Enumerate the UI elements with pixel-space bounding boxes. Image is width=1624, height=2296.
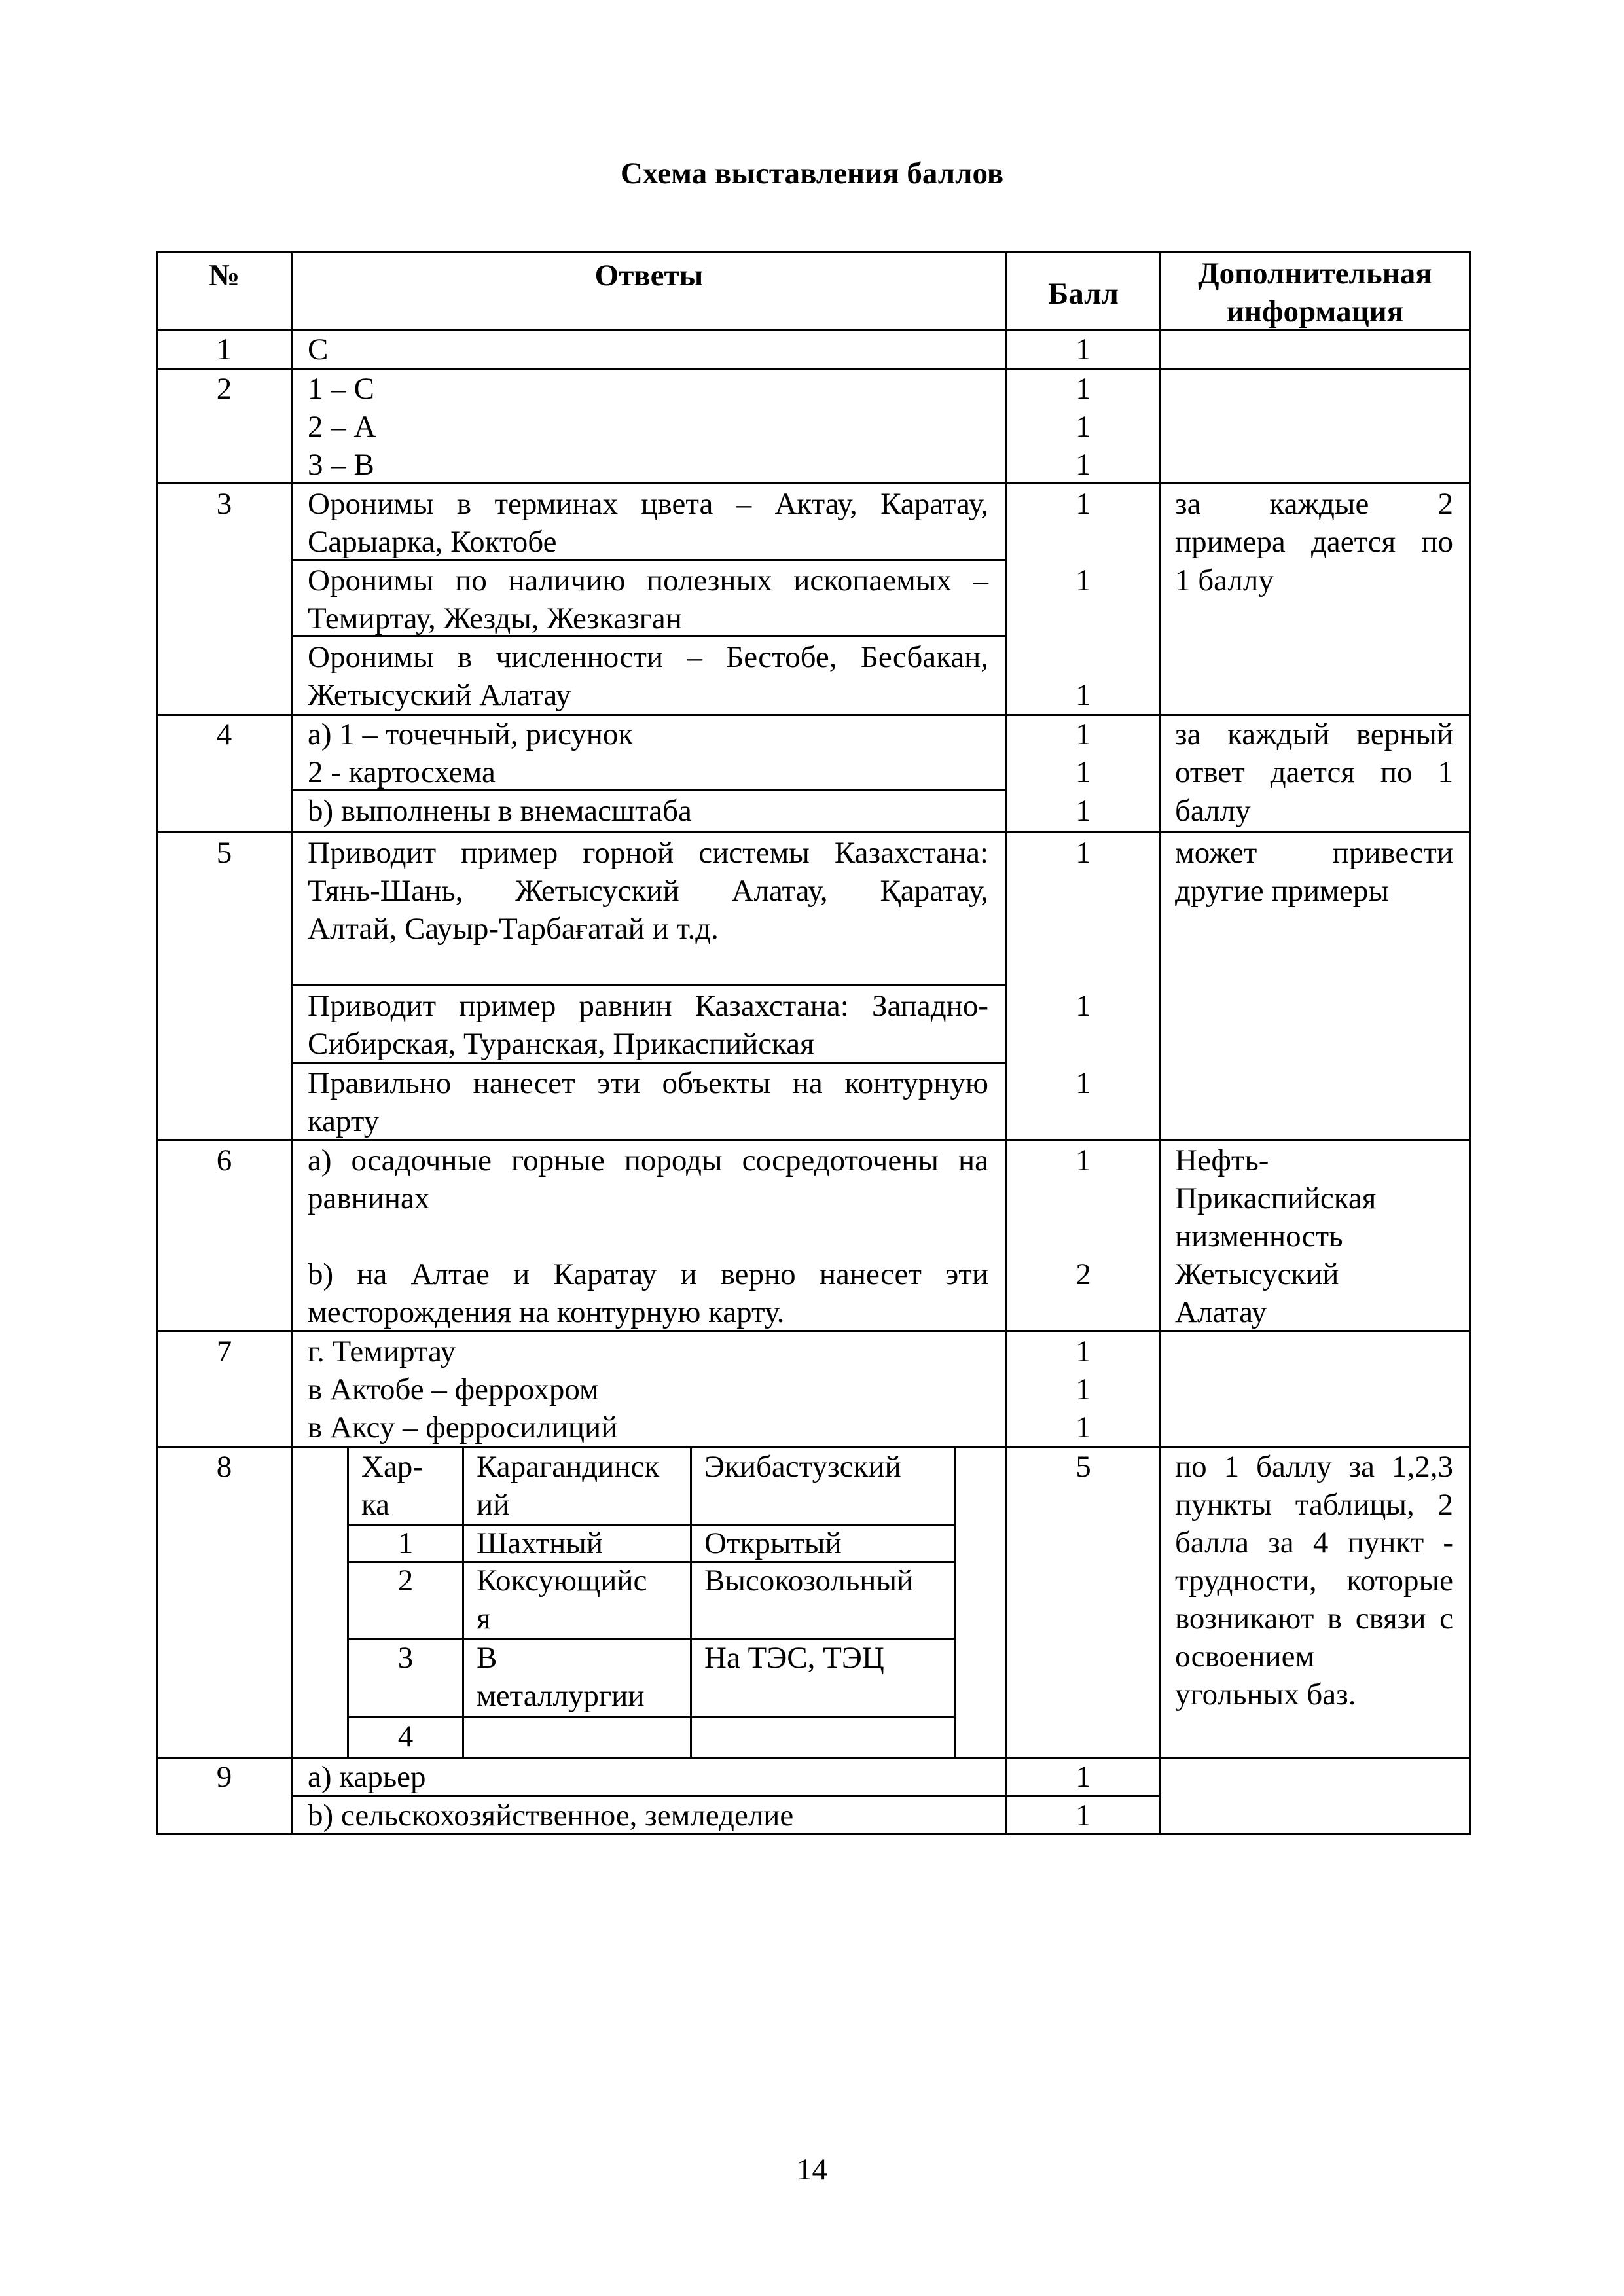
table-divider: [1159, 251, 1161, 1834]
info-text: примера дается по: [1175, 525, 1453, 559]
row-number: 6: [216, 1143, 232, 1177]
info-text: возникают в связи с: [1175, 1602, 1453, 1636]
score-value: 1: [1075, 755, 1091, 789]
row-number: 7: [216, 1335, 232, 1369]
answer-text: месторождения на контурную карту.: [308, 1295, 785, 1329]
inner-cell: Коксующийс: [477, 1564, 647, 1598]
answer-text: Правильно нанесет эти объекты на контурную: [308, 1066, 988, 1100]
inner-row-number: 2: [397, 1564, 414, 1598]
row-number: 1: [216, 332, 232, 367]
score-value: 1: [1075, 1372, 1091, 1407]
info-text: пункты таблицы, 2: [1175, 1488, 1453, 1522]
score-value: 1: [1075, 1799, 1091, 1833]
header-no: №: [208, 259, 240, 293]
info-text: 1 баллу: [1175, 564, 1274, 598]
header-extra: Дополнительная: [1198, 257, 1432, 291]
answer-text: a) карьер: [308, 1760, 426, 1794]
inner-header-karaganda: Карагандинск: [477, 1450, 660, 1484]
header-extra: информация: [1226, 295, 1404, 329]
info-text: трудности, которые: [1175, 1564, 1453, 1598]
answer-text: a) осадочные горные породы сосредоточены на: [308, 1143, 988, 1177]
inner-table-border: [954, 1446, 956, 1757]
inner-header-char: ка: [361, 1488, 389, 1522]
answer-text: в Аксу – ферросилиций: [308, 1410, 618, 1444]
info-text: Нефть-: [1175, 1143, 1269, 1177]
info-text: ответ дается по 1: [1175, 755, 1453, 789]
inner-cell: На ТЭС, ТЭЦ: [704, 1641, 884, 1675]
info-text: по 1 баллу за 1,2,3: [1175, 1450, 1453, 1484]
row-number: 9: [216, 1760, 232, 1794]
header-score: Балл: [1048, 277, 1119, 311]
page-number: 14: [797, 2153, 827, 2187]
inner-table-divider: [690, 1446, 692, 1757]
answer-text: Сарыарка, Коктобе: [308, 525, 557, 559]
table-rule: [156, 831, 1471, 833]
info-text: Прикаспийская: [1175, 1181, 1377, 1215]
answer-text: Оронимы в численности – Бестобе, Бесбакан,: [308, 640, 988, 674]
row-number: 8: [216, 1450, 232, 1484]
answer-text: г. Темиртау: [308, 1335, 456, 1369]
score-value: 1: [1075, 794, 1091, 828]
inner-table-divider: [462, 1446, 464, 1757]
score-value: 1: [1075, 717, 1091, 751]
page-title: Схема выставления баллов: [620, 156, 1004, 190]
row-number: 3: [216, 487, 232, 521]
answer-text: равнинах: [308, 1181, 430, 1215]
info-text: Алатау: [1175, 1295, 1267, 1329]
score-value: 1: [1075, 1143, 1091, 1177]
answer-text: a) 1 – точечный, рисунок: [308, 717, 634, 751]
row-number: 2: [216, 372, 232, 406]
info-text: за каждые 2: [1175, 487, 1453, 521]
answer-text: 2 - картосхема: [308, 755, 496, 789]
row-number: 4: [216, 717, 232, 751]
table-border-right: [1469, 251, 1471, 1834]
inner-cell: В: [477, 1641, 497, 1675]
score-value: 1: [1075, 448, 1091, 482]
info-text: за каждый верный: [1175, 717, 1453, 751]
info-text: освоением: [1175, 1640, 1315, 1674]
info-text: Жетысуский: [1175, 1257, 1339, 1291]
answer-text: b) на Алтае и Каратау и верно нанесет эти: [308, 1257, 988, 1291]
answer-text: 3 – В: [308, 448, 374, 482]
inner-row-number: 4: [397, 1719, 414, 1753]
inner-cell: Шахтный: [477, 1526, 604, 1560]
inner-header-ekibastuz: Экибастузский: [704, 1450, 901, 1484]
score-value: 1: [1075, 989, 1091, 1023]
inner-header-char: Хар-: [361, 1450, 423, 1484]
answer-text: b) сельскохозяйственное, земледелие: [308, 1799, 794, 1833]
answer-text: Жетысуский Алатау: [308, 678, 571, 712]
inner-row-number: 3: [397, 1641, 414, 1675]
answer-text: Оронимы по наличию полезных ископаемых –: [308, 564, 988, 598]
table-rule: [156, 251, 1471, 253]
score-value: 1: [1075, 332, 1091, 367]
inner-cell: я: [477, 1602, 491, 1636]
info-text: низменность: [1175, 1219, 1343, 1253]
info-text: может привести: [1175, 836, 1453, 870]
info-text: угольных баз.: [1175, 1677, 1356, 1712]
score-value: 1: [1075, 372, 1091, 406]
inner-header-karaganda: ий: [477, 1488, 510, 1522]
score-value: 1: [1075, 1410, 1091, 1444]
score-value: 1: [1075, 836, 1091, 870]
score-value: 1: [1075, 564, 1091, 598]
answer-text: Сибирская, Туранская, Прикаспийская: [308, 1027, 814, 1061]
answer-text: Оронимы в терминах цвета – Актау, Каратау,: [308, 487, 988, 521]
inner-table-border: [347, 1446, 349, 1757]
answer-text: 1 – С: [308, 372, 374, 406]
answer-text: Приводит пример горной системы Казахстана:: [308, 836, 988, 870]
inner-row-number: 1: [397, 1526, 414, 1560]
score-value: 5: [1075, 1450, 1091, 1484]
score-value: 1: [1075, 410, 1091, 444]
score-value: 1: [1075, 678, 1091, 712]
answer-text: С: [308, 332, 329, 367]
score-value: 1: [1075, 1066, 1091, 1100]
answer-text: Темиртау, Жезды, Жезказган: [308, 601, 682, 636]
score-value: 1: [1075, 1760, 1091, 1794]
answer-text: 2 – А: [308, 410, 376, 444]
answer-text: Алтай, Сауыр-Тарбағатай и т.д.: [308, 912, 719, 946]
info-text: другие примеры: [1175, 874, 1389, 908]
score-value: 1: [1075, 1335, 1091, 1369]
inner-cell: Открытый: [704, 1526, 842, 1560]
header-answers: Ответы: [594, 259, 704, 293]
inner-cell: Высокозольный: [704, 1564, 914, 1598]
answer-text: в Актобе – феррохром: [308, 1372, 599, 1407]
table-divider: [291, 251, 293, 1834]
score-value: 1: [1075, 487, 1091, 521]
table-rule: [291, 984, 1007, 986]
answer-text: карту: [308, 1104, 380, 1138]
inner-cell: металлургии: [477, 1679, 645, 1713]
info-text: балла за 4 пункт -: [1175, 1526, 1453, 1560]
answer-text: Приводит пример равнин Казахстана: Западно-: [308, 989, 988, 1023]
score-value: 2: [1075, 1257, 1091, 1291]
info-text: баллу: [1175, 794, 1251, 828]
answer-text: Тянь-Шань, Жетысуский Алатау, Қаратау,: [308, 874, 988, 908]
answer-text: b) выполнены в внемасштаба: [308, 794, 692, 828]
row-number: 5: [216, 836, 232, 870]
